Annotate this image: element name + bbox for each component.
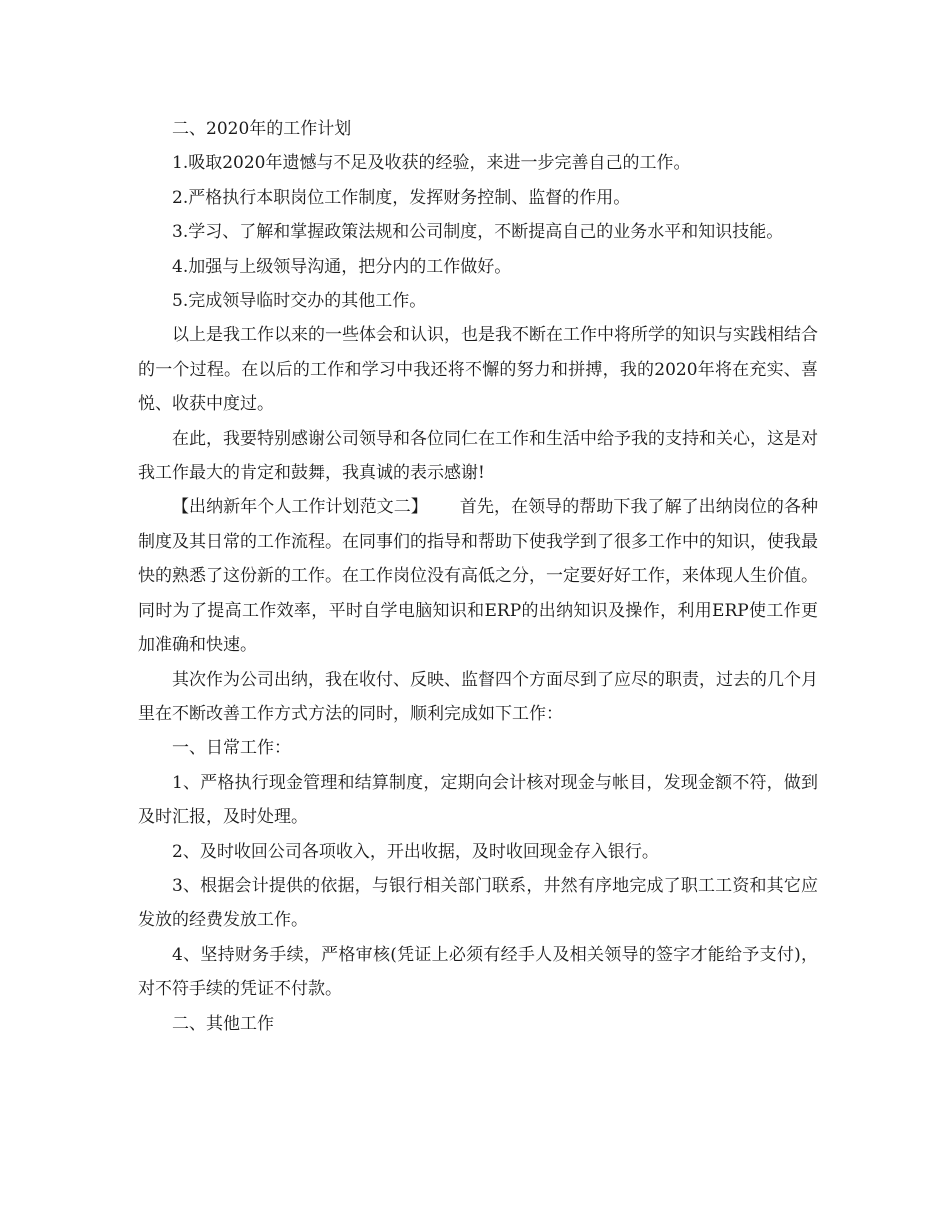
daily-work-heading: 一、日常工作： <box>172 738 291 759</box>
plan-heading: 二、2020年的工作计划 <box>172 119 352 139</box>
daily-work-item-1: 1、严格执行现金管理和结算制度，定期向会计核对现金与帐目，发现金额不符，做到及时汇报，及时处理。 <box>138 772 818 828</box>
summary-paragraph: 以上是我工作以来的一些体会和认识，也是我不断在工作中将所学的知识与实践相结合的一个过程。在以后的工作和学习中我还将不懈的努力和拼搏，我的2020年将在充实、喜悦、收获中度过。 <box>138 325 818 415</box>
daily-work-item-2: 2、及时收回公司各项收入，开出收据，及时收回现金存入银行。 <box>172 841 659 862</box>
plan-item-5: 5.完成领导临时交办的其他工作。 <box>172 291 427 312</box>
plan-item-1: 1.吸取2020年遗憾与不足及收获的经验，来进一步完善自己的工作。 <box>172 153 691 174</box>
document-page <box>138 112 818 1041</box>
daily-work-item-4: 4、坚持财务手续，严格审核(凭证上必须有经手人及相关领导的签字才能给予支付)，对不符手续的凭证不付款。 <box>138 944 818 1000</box>
plan-item-4: 4.加强与上级领导沟通，把分内的工作做好。 <box>172 256 512 277</box>
thanks-paragraph: 在此，我要特别感谢公司领导和各位同仁在工作和生活中给予我的支持和关心，这是对我工作最大的肯定和鼓舞，我真诚的表示感谢! <box>138 428 818 484</box>
other-work-heading: 二、其他工作 <box>172 1013 274 1034</box>
plan-item-2: 2.严格执行本职岗位工作制度，发挥财务控制、监督的作用。 <box>172 187 631 208</box>
section-two-heading: 【出纳新年个人工作计划范文二】 <box>172 497 428 518</box>
section-two-body: 首先，在领导的帮助下我了解了出纳岗位的各种制度及其日常的工作流程。在同事们的指导和帮助下使我学到了很多工作中的知识，使我最快的熟悉了这份新的工作。在工作岗位没有高低之分，一定要好好工作，来体现人生价值。同时为了提高工作效率，平时自学电脑知识和ERP的出纳知识及操作，利用ERP使工作更加准确和快速。 <box>138 497 819 656</box>
daily-work-item-3: 3、根据会计提供的依据，与银行相关部门联系，井然有序地完成了职工工资和其它应发放的经费发放工作。 <box>138 875 818 931</box>
section-two-paragraph <box>138 490 818 662</box>
plan-item-3: 3.学习、了解和掌握政策法规和公司制度，不断提高自己的业务水平和知识技能。 <box>172 222 784 243</box>
cashier-duties-paragraph: 其次作为公司出纳，我在收付、反映、监督四个方面尽到了应尽的职责，过去的几个月里在不断改善工作方式方法的同时，顺利完成如下工作： <box>138 669 818 724</box>
